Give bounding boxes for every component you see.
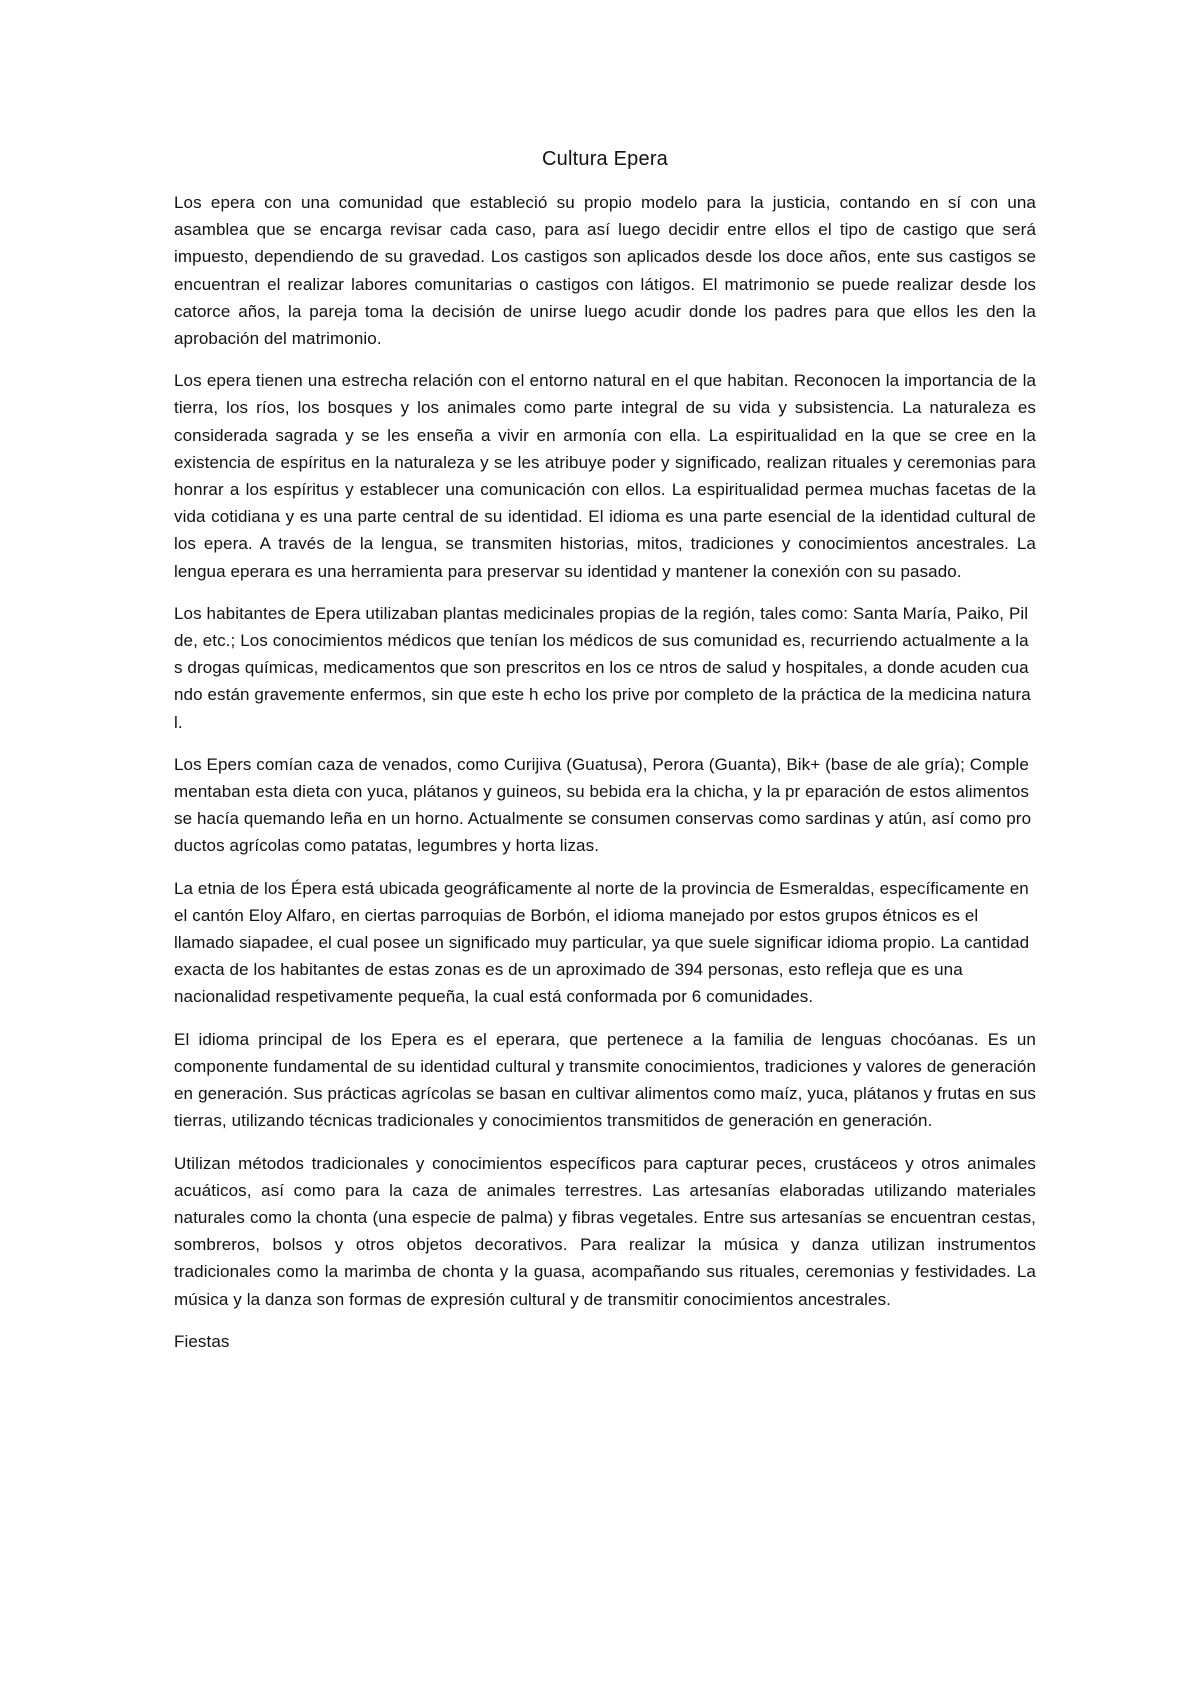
paragraph-pesca-artesanias-musica: Utilizan métodos tradicionales y conocimientos específicos para capturar peces, crustáceos y otros animales acuáticos, así como para la caza de animales terrestres. Las artesanías elaboradas utilizando materiales naturales como la chonta (una especie de palma) y fibras vegetales. Entre sus artesanías se encuentran cestas, sombreros, bolsos y otros objetos decorativos. Para realizar la música y danza utilizan instrumentos tradicionales como la marimba de chonta y la guasa, acompañando sus rituales, ceremonias y festividades. La música y la danza son formas de expresión cultural y de transmitir conocimientos ancestrales. [174, 1153, 1036, 1309]
paragraph-alimentacion: Los Epers comían caza de venados, como Curijiva (Guatusa), Perora (Guanta), Bik+ (base de ale gría); Complementaban esta dieta con yuca, plátanos y guineos, su bebida era la chicha, y la pr eparación de estos alimentos se hacía quemando leña en un horno. Actualmente se consumen conservas como sardinas y atún, así como productos agrícolas como patatas, legumbres y horta lizas. [174, 754, 1032, 856]
paragraph-naturaleza-espiritualidad: Los epera tienen una estrecha relación con el entorno natural en el que habitan. Reconocen la importancia de la tierra, los ríos, los bosques y los animales como parte integral de su vida y subsistencia. La naturaleza es considerada sagrada y se les enseña a vivir en armonía con ella. La espiritualidad en la que se cree en la existencia de espíritus en la naturaleza y se les atribuye poder y significado, realizan rituales y ceremonias para honrar a los espíritus y establecer una comunicación con ellos. La espiritualidad permea muchas facetas de la vida cotidiana y es una parte central de su identidad. El idioma es una parte esencial de la identidad cultural de los epera. A través de la lengua, se transmiten historias, mitos, tradiciones y conocimientos ancestrales. La lengua eperara es una herramienta para preservar su identidad y mantener la conexión con su pasado. [174, 371, 1036, 581]
paragraph-justicia-matrimonio: Los epera con una comunidad que estableció su propio modelo para la justicia, contando en sí con una asamblea que se encarga revisar cada caso, para así luego decidir entre ellos el tipo de castigo que será impuesto, dependiendo de su gravedad. Los castigos son aplicados desde los doce años, ente sus castigos se encuentran el realizar labores comunitarias o castigos con látigos. El matrimonio se puede realizar desde los catorce años, la pareja toma la decisión de unirse luego acudir donde los padres para que ellos les den la aprobación del matrimonio. [174, 193, 1036, 349]
paragraph-medicina: Los habitantes de Epera utilizaban plantas medicinales propias de la región, tales como: Santa María, Paiko, Pilde, etc.; Los conocimientos médicos que tenían los médicos de sus comunidad es, recurriendo actualmente a las drogas químicas, medicamentos que son prescritos en los ce ntros de salud y hospitales, a donde acuden cuando están gravemente enfermos, sin que este h echo los prive por completo de la práctica de la medicina natural. [174, 603, 1031, 732]
document-body [174, 143, 1036, 1370]
paragraph-idioma-agricultura: El idioma principal de los Epera es el eperara, que pertenece a la familia de lenguas chocóanas. Es un componente fundamental de su identidad cultural y transmite conocimientos, tradiciones y valores de generación en generación. Sus prácticas agrícolas se basan en cultivar alimentos como maíz, yuca, plátanos y frutas en sus tierras, utilizando técnicas tradicionales y conocimientos transmitidos de generación en generación. [174, 1029, 1036, 1131]
paragraph-ubicacion: La etnia de los Épera está ubicada geográficamente al norte de la provincia de Esmeraldas, específicamente en el cantón Eloy Alfaro, en ciertas parroquias de Borbón, el idioma manejado por estos grupos étnicos es el llamado siapadee, el cual posee un significado muy particular, ya que suele significar idioma propio. La cantidad exacta de los habitantes de estas zonas es de un aproximado de 394 personas, esto refleja que es una nacionalidad respetivamente pequeña, la cual está conformada por 6 comunidades. [174, 878, 1030, 1007]
document-title: Cultura Epera [542, 148, 668, 170]
paragraph-fiestas: Fiestas [174, 1331, 230, 1351]
